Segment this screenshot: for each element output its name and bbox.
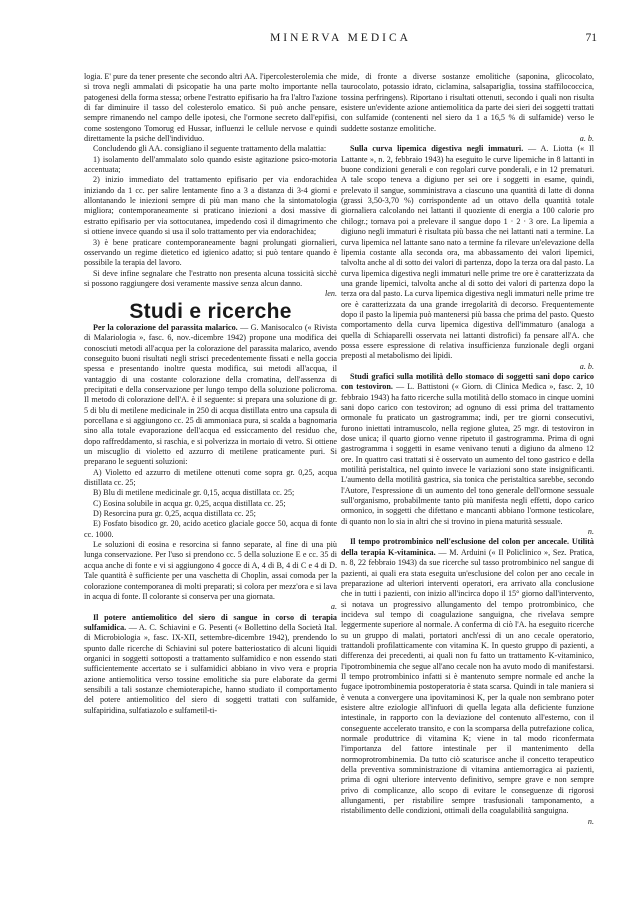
article-title: Il potere antiemolitico del siero di sangue in corso di terapia sulfamidica. (84, 612, 337, 632)
solution-item: D) Resorcina pura gr. 0,25, acqua distillata cc. 25; (93, 509, 256, 519)
article-signature: a. b. (579, 134, 594, 144)
article-signature: a. (330, 602, 337, 612)
article-signature: n. (587, 816, 594, 826)
page-header (84, 32, 597, 50)
journal-title: MINERVA MEDICA (270, 32, 411, 44)
intro-paragraph: Concludendo gli AA. consigliano il seguente trattamento della malattia: (93, 144, 327, 154)
article-title: Studi grafici sulla motilità dello stomaco di soggetti sani dopo carico con testoviron. (341, 371, 594, 392)
article-motilita (341, 372, 594, 527)
solution-item: B) Blu di metilene medicinale gr. 0,15, acqua distillata cc. 25; (93, 488, 295, 498)
solution-item: E) Fosfato bisodico gr. 20, acido acetico glaciale gocce 50, acqua di fonte cc. 1000. (84, 519, 337, 539)
section-title: Studi e ricerche (129, 299, 292, 323)
intro-list-item: 1) isolamento dell'ammalato solo quando esiste agitazione psico-motoria accentuata; (84, 154, 337, 175)
article-body: — A. C. Schiavini e G. Pesenti (« Bollettino della Società Ital. di Microbiologia », fasc. IX-XII, settembre-dicembre 1942), prendendo lo spunto dalle ricerche di Schiavini sul potere batteriostatico di alcuni liquidi organici in soggetti sottoposti a trattamento sulfamidico e non essendo stati sufficientemente accertato se i sulfamidici abbiano in vivo vera e propria azione antiemolitica verso tossine emolitiche sia pure elaborate da germi sensibili a tali sostanze chemioterapiche, hanno studiato il comportamento del potere antiemolitico del siero di soggetti trattati con sulfamide, sulfapiridina, sulfatiazolo e sulfametil-ti- (84, 622, 337, 715)
article-signature: n. (587, 527, 594, 537)
intro-list-item: 3) è bene praticare contemporaneamente bagni prolungati giornalieri, osservando un regime dietetico ed igienico adatto; si può tentare quando è possibile la terapia del lavoro. (84, 237, 337, 268)
article-body: — M. Arduini (« Il Policlinico », Sez. Pratica, n. 8, 22 febbraio 1943) da sue ricerche sul tasso protrombinico nel sangue di pazienti, ai quali era stata eseguita un'esclusione del colon per ano cecale in preparazione ad ulteriori interventi operatori, era arrivato alla conclusione che in tutti i pazienti, con inizio all'incirca dopo il 15° giorno dall'intervento, si notava un progressivo allungamento del tempo protrombinico, che incideva sul tempo di coagulazione sanguigna, che rivelava sempre leggermente superiore al normale. A conferma di ciò l'A. ha eseguito ricerche su un gruppo di malati, portatori anch'essi di un ano cecale operatorio, trattandoli profilatticamente con vitamina K. In questo gruppo di pazienti, a differenza dei precedenti, ai quali non fu fatto un trattamento K-vitaminico, l'ipotrombinemia che segue all'ano cecale non ha avuto modo di manifestarsi. Il tempo protrombinico infatti si è mantenuto sempre normale ed anche la fugace ipotrombinemia postoperatoria è stata scarsa. Quindi in tale maniera si è venuta a convergere una ipovitaminosi K, per la quale non sembrano poter esistere altre eziologie all'infuori di quella legata alla deficiente funzione intestinale, in rapporto con la deviazione del contenuto all'esterno, con il conseguente accelerato transito, e con la scomparsa della putrefazione colica, normale produttrice di vitamina K; viene in tal modo riconfermata l'importanza del fattore intestinale per il mantenimento della normoprotrombinemia. Da tutto ciò scaturisce anche il concetto terapeutico della preventiva somministrazione di vitamina antiemorragica ai pazienti, prima di ogni ulteriore intervento definitivo, sempre grave e non sempre privo di complicanze, allo scopo di evitare le conseguenze di rigorosi allungamenti, per ristabilire sempre trasfusionali tamponamento, a ristabilimento delle condizioni, ottimali della coagulabilità sanguigna. (341, 547, 594, 816)
intro-signature: len. (325, 289, 337, 299)
solution-item: A) Violetto ed azzurro di metilene ottenuti come sopra gr. 0,25, acqua distillata cc. 25; (84, 467, 337, 488)
article-body: — A. Liotta (« Il Lattante », n. 2, febbraio 1943) ha eseguito le curve lipemiche in 8 lattanti in buone condizioni generali e con regolari curve ponderali, e in 12 prematuri. A tale scopo teneva a digiuno per sei ore i soggetti in esame, quindi, prelevato il sangue, somministrava a ciascuno una quantità di latte di donna (grassi 3,50-3,70 %) corrispondente ad un ottavo della quantità totale giornaliera calcolando nei lattanti il quoziente di energia a 100 calorie pro chilogr.; tornava poi a prelevare il sangue dopo 1 · 2 · 3 ore. La lipemia a digiuno negli immaturi è risultata più bassa che nei lattanti nati a termine. La curva lipemica nel lattante sano nato a termine fa rilevare un'elevazione della lipemia costante alla seconda ora, ma abbassamento dei valori lipemici, talvolta anche al di sotto dei valori di partenza, dopo la terza ora dal pasto. La curva lipemica digestiva negli immaturi nelle prime tre ore è caratterizzata da una grande lipemici, talvolta anche al di sotto dei valori di partenza dopo la terza ora dal pasto. La curva lipemica digestiva negli immaturi nelle prime tre ore è caratterizzata da una grande irregolarità di decorso. Frequentemente dopo il pasto la lipemia può mantenersi più bassa che prima del pasto. Questo comportamento della curva lipemica digestiva dell'immaturo (analoga a quella di Schiaparelli osservata nei lattanti distrofici) fa pensare all'A. che possa essere espressione di relativa insufficienza funzionale degli organi preposti al metabolismo dei lipidi. (341, 144, 594, 361)
intro-paragraph: Si deve infine segnalare che l'estratto non presenta alcuna tossicità sicchè si possono raggiungere dosi veramente massive senza alcun danno. (84, 268, 337, 288)
page-number: 71 (585, 32, 597, 44)
article-title: Per la colorazione del parassita malarico. (93, 322, 238, 332)
article-body: mide, di fronte a diverse sostanze emolitiche (saponina, glicocolato, taurocolato, potassio idrato, ciclamina, salsapariglia, tossina staffilococcica, tossina perfringens). Riportano i risultati ottenuti, secondo i quali non risulta esistere un'evidente azione antiemolitica da parte dei sieri dei soggetti trattati con sulfamide (contenenti nel siero da 1 a 16,5 % di sulfamide) verso le suddette sostanze emolitiche. (341, 72, 594, 133)
article-malaria (84, 323, 337, 468)
right-column (341, 72, 594, 827)
intro-list-item: 2) inizio immediato del trattamento epifisario per via endorachidea iniziando da 1 cc. per salire lentamente fino a 3 a distanza di 3-4 giorni e allontanando le iniezioni sempre di più man mano che la sintomatologia migliora; contemporaneamente si praticano iniezioni a dosi massive di estratto epifisario per via sottocutanea, impedendo così il dimagrimento che si ottiene invece quando si usa il solo trattamento per via endorachidea; (84, 175, 337, 237)
article-body: — G. Manisocalco (« Rivista di Malariologia », fasc. 6, nov.-dicembre 1942) propone una modifica dei conosciuti metodi all'acqua per la colorazione del parassita malarico, avendo conseguito buoni risultati negli strisci precedentemente fissati e nella goccia spessa e presentando inoltre questa modifica, sui metodi all'acqua, il vantaggio di una costante colorazione della cromatina, dell'assenza di precipitati e della conservazione per lungo tempo della soluzione policroma. Il metodo di colorazione dell'A. è il seguente: si prepara una soluzione di gr. 5 di blu di metilene medicinale in 250 di acqua distillata entro una capsula di porcellana e si aggiungono cc. 25 di ammoniaca pura, si scalda a bagnomaria sino alla totale evaporazione dell'acqua ed essiccamento del residuo che, dopo raffreddamento, si raschia, e si polverizza in mortaio di vetro. Si ottiene un miscuglio di violetto ed azzurro di metilene praticamente puri. Si preparano le seguenti soluzioni: (84, 322, 337, 467)
article-antiemolitico (84, 613, 337, 716)
article-title: Il tempo protrombinico nell'esclusione del colon per ancecale. Utilità della terapia K-vitaminica. (341, 537, 594, 557)
article-lipemica (341, 144, 594, 361)
article-signature: a. b. (579, 361, 594, 371)
article-protrombinico (341, 537, 594, 816)
article-body: Le soluzioni di eosina e resorcina si fanno separate, al fine di una più lunga conservazione. Per l'uso si prendono cc. 5 della soluzione E e cc. 35 di acqua anche di fonte e vi si aggiungono 4 gocce di A, 4 di B, 4 di C e 4 di D. Tale quantità è sufficiente per una vaschetta di Choplin, assai comoda per la colorazione contemporanea di molti preparati; si colora per mezz'ora e si lava in acqua di fonte. Il colorante si conserva per una giornata. (84, 540, 337, 601)
article-title: Sulla curva lipemica digestiva negli immaturi. (350, 144, 524, 154)
left-column (84, 72, 337, 716)
intro-paragraph: logia. E' pure da tener presente che secondo altri AA. l'ipercolesterolemia che si trova negli ammalati di psicopatie ha una parte molto importante nella patogenesi della forma stessa; orbene l'estratto epifisario ha fra l'altro l'azione di far diminuire il tasso del colesterolo ematico. Si può anche pensare, sempre rimanendo nel campo delle ipotesi, che l'ormone secreto dall'epifisi, come sostengono Tomorug ed Hussar, influenzi le cellule nervose e quindi direttamente la psiche dell'individuo. (84, 72, 337, 144)
article-body: — L. Battistoni (« Giorn. di Clinica Medica », fasc. 2, 10 febbraio 1943) ha fatto ricerche sulla motilità dello stomaco in cinque uomini sani dopo carico con testoviron; ad ognuno di essi prima del trattamento ormonale fu praticato un gastrogramma; indi, per tre giorni consecutivi, furono iniettati intramuscolo, nella regione glutea, 25 mgr. di testoviron in dose unica; il quarto giorno venne ripetuto il gastrogramma. Prima di ogni gastrogramma i soggetti in esame venivano tenuti a digiuno da almeno 12 ore. In quattro casi trattati si è osservato un aumento del tono gastrico e della motilità peristaltica, nel quinto invece le variazioni sono state insignificanti. L'aumento della motilità gastrica, sia tonica che peristaltica sarebbe, secondo l'Autore, l'espressione di un aumento del tono generale dell'ormone sessuale sull'organismo, probabilmente tanto più manifesta negli effetti, dopo carico ormonico, in soggetti che difettano e mancanti abbiano l'ormone testicolare, di quanto non lo sia in altri che si trovino in piena maturità sessuale. (341, 382, 594, 526)
solution-item: C) Eosina solubile in acqua gr. 0,25, acqua distillata cc. 25; (93, 498, 286, 508)
